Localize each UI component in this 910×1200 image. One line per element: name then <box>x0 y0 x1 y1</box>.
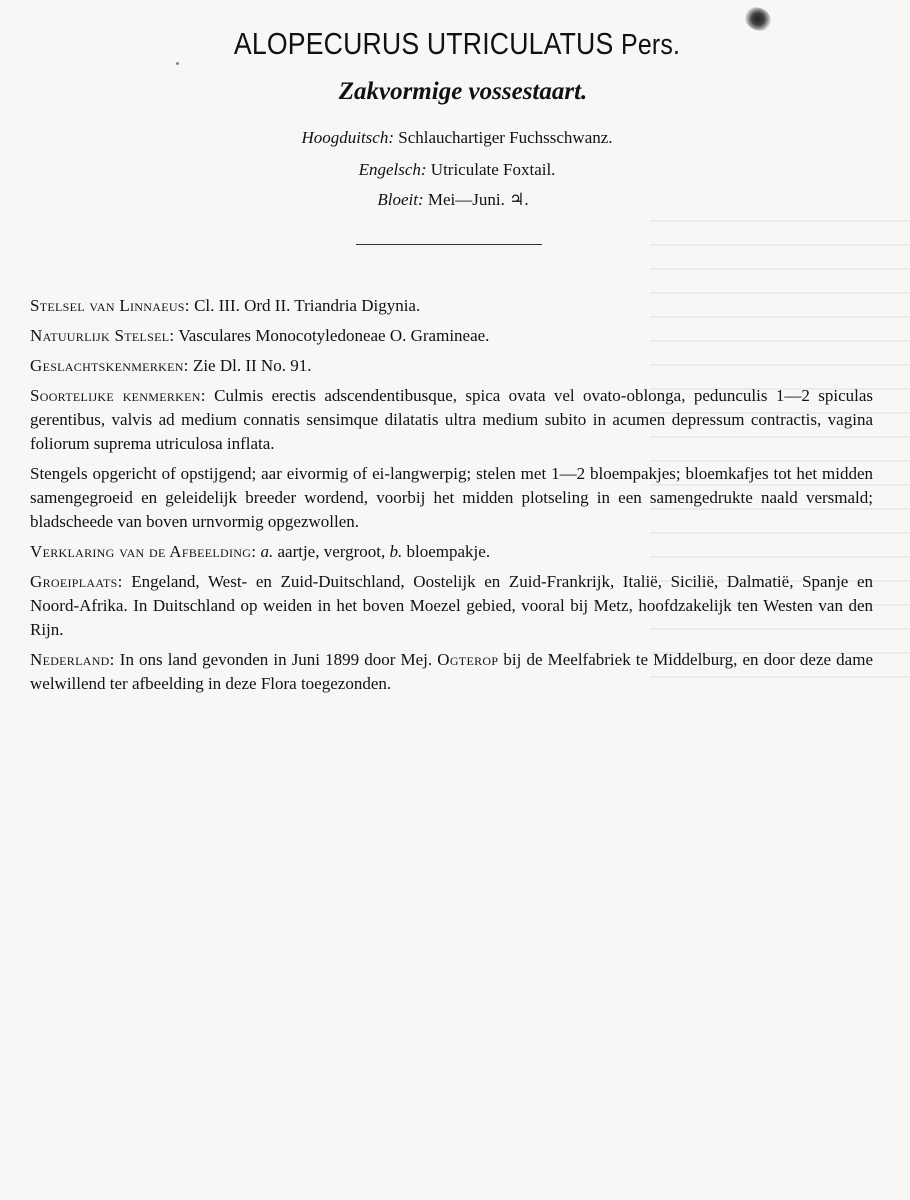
paragraph-heading: Nederland: <box>30 650 115 669</box>
paragraph-text: Zie Dl. II No. 91. <box>192 356 312 375</box>
german-name-line <box>2 128 910 148</box>
description-body <box>30 294 873 702</box>
flowering-label: Bloeit: <box>377 190 424 209</box>
english-value: Utriculate Foxtail. <box>430 160 556 179</box>
paragraph-text-after: bij de Meelfabriek te Middelburg, en door deze dame welwillend ter afbeelding in deze Flora toegezonden. <box>30 650 873 693</box>
genus-characteristics-paragraph <box>30 354 873 378</box>
linnaeus-system-paragraph <box>30 294 873 318</box>
natural-system-paragraph <box>30 324 873 348</box>
figure-explanation-paragraph <box>30 540 873 564</box>
paragraph-heading: Soortelijke kenmerken: <box>30 386 206 405</box>
dutch-description-paragraph <box>30 462 873 534</box>
paragraph-heading: Verklaring van de Afbeelding: <box>30 542 257 561</box>
ink-speck <box>176 62 179 65</box>
figure-label-a: a. <box>260 542 274 561</box>
paragraph-text-before: In ons land gevonden in Juni 1899 door Mej. <box>119 650 433 669</box>
flowering-line <box>0 190 908 210</box>
german-value: Schlauchartiger Fuchsschwanz. <box>398 128 613 147</box>
netherlands-paragraph <box>30 648 873 696</box>
figure-text-a: aartje, vergroot, <box>277 542 386 561</box>
paragraph-text: Culmis erectis adscendentibusque, spica ovata vel ovato-oblonga, pedunculis 1—2 spiculas gerentibus, valvis ad medium connatis sensimque dilatatis ultra medium subito in acumen depressum contractis, vagina foliorum suprema utriculosa inflata. <box>30 386 873 453</box>
paragraph-heading: Geslachtskenmerken: <box>30 356 189 375</box>
species-name: ALOPECURUS UTRICULATUS <box>233 26 614 61</box>
species-author: Pers. <box>621 29 681 61</box>
paragraph-text: Engeland, West- en Zuid-Duitschland, Oostelijk en Zuid-Frankrijk, Italië, Sicilië, Dalmatië, Spanje en Noord-Afrika. In Duitschland op weiden in het boven Moezel gebied, vooral bij Metz, hoofdzakelijk ten Westen van den Rijn. <box>30 572 874 639</box>
dutch-common-name: Zakvormige vossestaart. <box>338 78 588 105</box>
paragraph-text: Cl. III. Ord II. Triandria Digynia. <box>194 296 421 315</box>
paragraph-heading: Groeiplaats: <box>30 572 123 591</box>
collector-name: Ogterop <box>437 650 499 669</box>
flowering-value: Mei—Juni. ♃. <box>427 190 529 209</box>
german-label: Hoogduitsch: <box>301 128 394 147</box>
paragraph-text: Vasculares Monocotyledoneae O. Gramineae. <box>178 326 490 345</box>
habitat-paragraph <box>30 570 873 642</box>
species-characteristics-paragraph <box>30 384 873 456</box>
species-title <box>66 26 849 62</box>
section-divider <box>356 244 542 245</box>
english-label: Engelsch: <box>358 160 427 179</box>
english-name-line <box>2 160 910 180</box>
figure-text-b: bloempakje. <box>406 542 491 561</box>
paragraph-heading: Natuurlijk Stelsel: <box>30 326 175 345</box>
paragraph-heading: Stelsel van Linnaeus: <box>30 296 190 315</box>
figure-label-b: b. <box>389 542 403 561</box>
paragraph-text: Stengels opgericht of opstijgend; aar eivormig of ei-langwerpig; stelen met 1—2 bloempakjes; bloemkafjes tot het midden samengegroeid en geleidelijk breeder wordend, voorbij het midden plotseling in een samengedrukte naald versmald; bladscheede van boven urnvormig opgezwollen. <box>30 464 873 531</box>
